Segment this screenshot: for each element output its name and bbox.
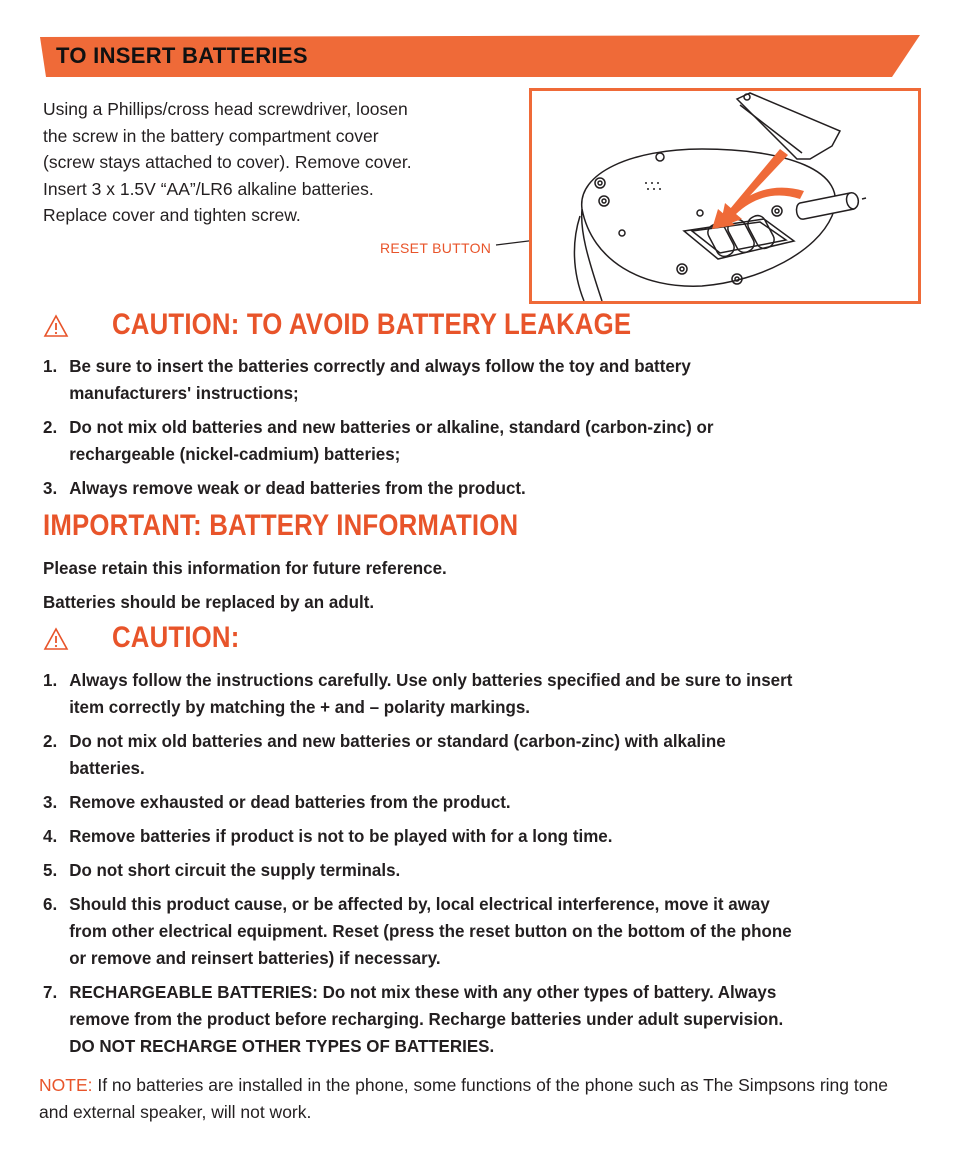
note-text: If no batteries are installed in the phone, some functions of the phone such as The Simpsons ring tone and external speaker, will not work. (39, 1075, 888, 1122)
instruction-line: the screw in the battery compartment cover (43, 125, 379, 146)
caution-list (43, 667, 923, 1067)
note-paragraph (39, 1072, 919, 1126)
list-item: 7. RECHARGEABLE BATTERIES: Do not mix these with any other types of battery. Always remove from the product before recharging. Recharge batteries under adult supervision. DO NOT RECHARGE OTHER TYPES OF BATTERIES. (43, 982, 784, 1056)
reset-button-label: RESET BUTTON (380, 240, 492, 256)
list-item: 3. Always remove weak or dead batteries from the product. (43, 478, 526, 498)
instruction-line: Insert 3 x 1.5V “AA”/LR6 alkaline batteries. (43, 178, 374, 199)
list-item: 5. Do not short circuit the supply terminals. (43, 860, 401, 880)
list-item: 1. Always follow the instructions carefully. Use only batteries specified and be sure to insert item correctly by matching the + and – polarity markings. (43, 670, 793, 717)
adult-replace-text: Batteries should be replaced by an adult. (43, 592, 375, 612)
list-item: 4. Remove batteries if product is not to be played with for a long time. (43, 826, 613, 846)
instruction-line: (screw stays attached to cover). Remove cover. (43, 152, 412, 172)
retain-info-text: Please retain this information for future reference. (43, 558, 447, 578)
list-item: 1. Be sure to insert the batteries correctly and always follow the toy and battery manufacturers' instructions; (43, 356, 691, 403)
warning-triangle-icon (43, 627, 69, 651)
important-heading: IMPORTANT: BATTERY INFORMATION (43, 509, 519, 542)
list-item: 2. Do not mix old batteries and new batteries or standard (carbon-zinc) with alkaline batteries. (43, 731, 726, 778)
warning-triangle-icon (43, 314, 69, 338)
battery-compartment-illustration (529, 88, 921, 304)
caution-leakage-list (43, 353, 923, 509)
banner-title: TO INSERT BATTERIES (56, 43, 308, 68)
list-item: 3. Remove exhausted or dead batteries from the product. (43, 792, 511, 812)
note-label: NOTE: (39, 1075, 93, 1095)
caution-heading: CAUTION: (112, 621, 240, 654)
section-banner (34, 35, 920, 77)
instruction-line: Replace cover and tighten screw. (43, 205, 301, 225)
instruction-line: Using a Phillips/cross head screwdriver, loosen (43, 99, 408, 119)
list-item: 6. Should this product cause, or be affected by, local electrical interference, move it away from other electrical equipment. Reset (press the reset button on the bottom of the phone or remove and reinsert batteries) if necessary. (43, 894, 792, 968)
phone-bottom-drawing (532, 91, 918, 301)
insert-instructions (43, 96, 483, 229)
caution-leakage-heading: CAUTION: TO AVOID BATTERY LEAKAGE (112, 308, 632, 341)
list-item: 2. Do not mix old batteries and new batteries or alkaline, standard (carbon-zinc) or rechargeable (nickel-cadmium) batteries; (43, 417, 714, 464)
